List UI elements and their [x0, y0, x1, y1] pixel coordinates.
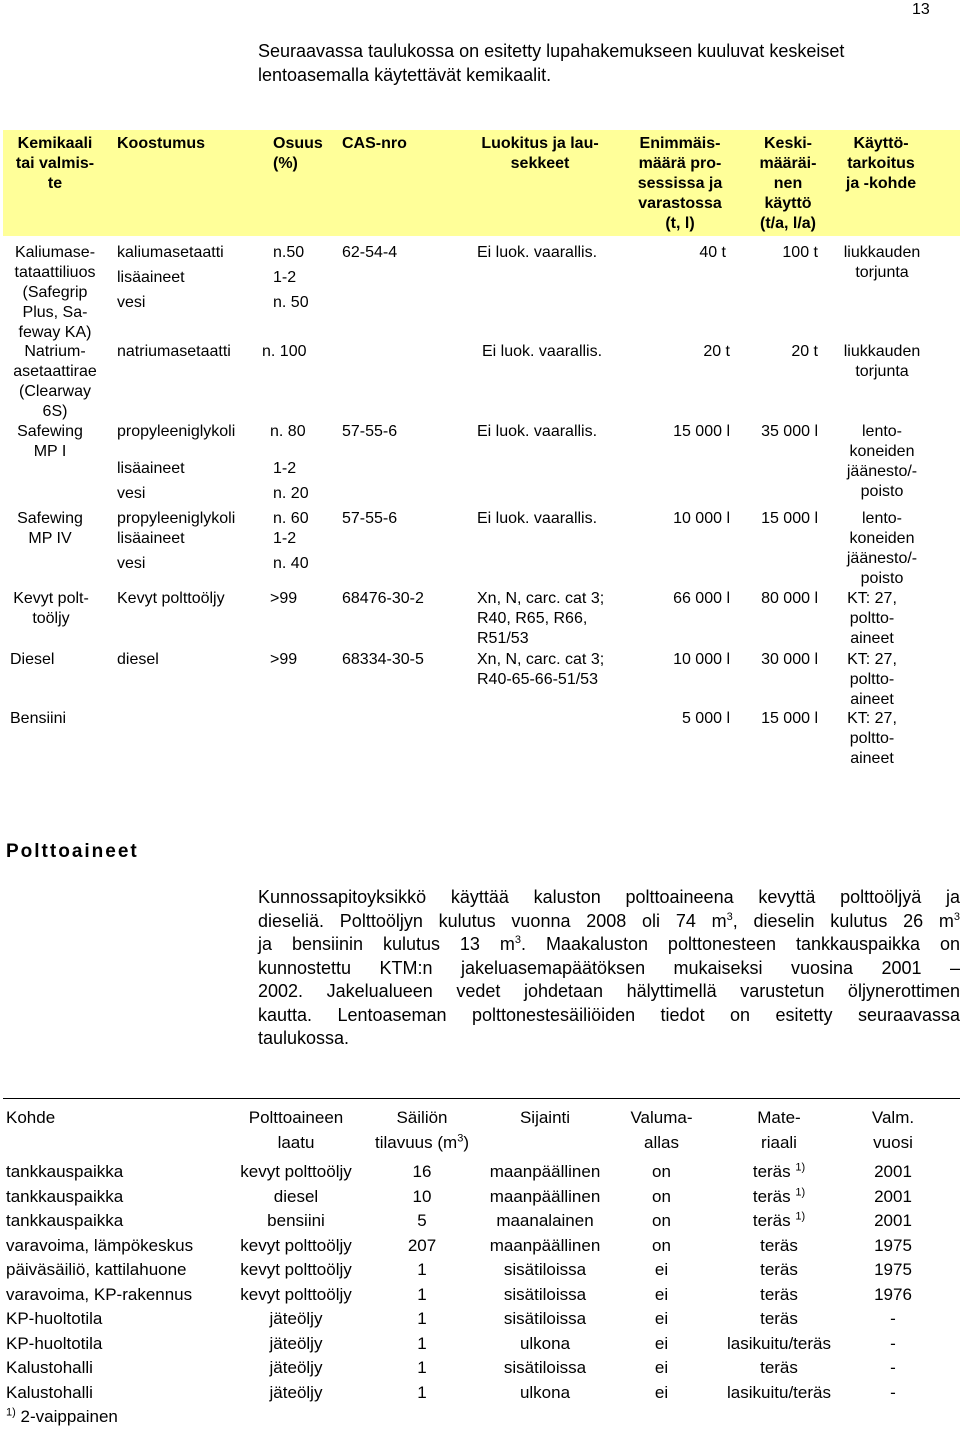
- footnote-mark: 1): [6, 1406, 16, 1419]
- use-cell: lento- koneiden jäänesto/- poisto: [846, 423, 918, 500]
- intro-paragraph: Seuraavassa taulukossa on esitetty lupahakemukseen kuuluvat keskeiset lentoasemalla käytettävät kemikaalit.: [258, 41, 845, 85]
- vuosi-cell: -: [890, 1333, 896, 1353]
- luokitus-cell: Ei luok. vaarallis.: [482, 343, 603, 360]
- comp-cell: vesi: [117, 485, 146, 502]
- valuma-cell: on: [652, 1211, 671, 1230]
- sijainti-cell: sisätiloissa: [503, 1284, 587, 1304]
- use-cell: KT: 27, poltto- aineet: [847, 590, 897, 647]
- use-cell: KT: 27, poltto- aineet: [847, 651, 897, 708]
- row-safewing-mp1-name: Safewing MP I: [17, 423, 83, 460]
- kohde-cell: päiväsäiliö, kattilahuone: [6, 1260, 187, 1279]
- tilavuus-cell: 5: [417, 1211, 427, 1230]
- laatu-cell: kevyt polttoöljy: [240, 1235, 352, 1255]
- sijainti-cell: maanalainen: [496, 1211, 594, 1230]
- comp-cell: kaliumasetaatti: [117, 244, 224, 261]
- vuosi-cell: 1975: [874, 1235, 912, 1255]
- vuosi-cell: -: [890, 1309, 896, 1328]
- max-cell: 66 000 l: [673, 590, 730, 607]
- osuus-cell: n.50: [273, 244, 305, 261]
- max-cell: 40 t: [699, 244, 726, 261]
- row-diesel-name: Diesel: [10, 651, 55, 668]
- kohde-cell: tankkauspaikka: [6, 1186, 124, 1206]
- comp-cell: lisäaineet: [117, 460, 185, 477]
- osuus-cell: n. 60: [273, 510, 309, 527]
- footnote-ref: 1): [795, 1210, 806, 1223]
- fuel-paragraph: [258, 886, 960, 1051]
- laatu-cell: jäteöljy: [269, 1333, 323, 1353]
- luokitus-cell: Xn, N, carc. cat 3; R40, R65, R66, R51/53: [477, 590, 605, 647]
- osuus-cell: 1-2: [273, 460, 297, 477]
- laatu-cell: jäteöljy: [269, 1358, 323, 1377]
- sijainti-cell: maanpäällinen: [489, 1186, 601, 1206]
- materiaali-cell: teräs: [760, 1358, 798, 1377]
- kohde-cell: Kalustohalli: [6, 1358, 93, 1377]
- materiaali-cell: teräs $^{1)}$: [752, 1210, 806, 1230]
- use-cell: KT: 27, poltto- aineet: [847, 710, 897, 767]
- cas-cell: 57-55-6: [342, 510, 398, 527]
- row-kevyt-polttooljy-name: Kevyt polt- toöljy: [13, 590, 89, 627]
- paragraph-line: Kunnossapitoyksikkö käyttää kaluston polttoaineena kevyttä polttoöljyä ja: [258, 887, 960, 907]
- kohde-cell: tankkauspaikka: [6, 1211, 124, 1230]
- header-keski: Keski- määräi- nen käyttö (t/a, l/a): [759, 135, 817, 232]
- header-valm: Valm. vuosi: [871, 1108, 915, 1152]
- header-kohde: Kohde: [6, 1108, 56, 1127]
- header-osuus: Osuus (%): [273, 135, 323, 172]
- tilavuus-cell: 207: [407, 1235, 437, 1255]
- osuus-cell: n. 80: [270, 423, 306, 440]
- luokitus-cell: Ei luok. vaarallis.: [477, 423, 598, 440]
- tilavuus-cell: 1: [417, 1333, 427, 1353]
- materiaali-cell: teräs: [760, 1235, 798, 1255]
- tilavuus-cell: 1: [417, 1382, 427, 1402]
- avg-cell: 20 t: [791, 343, 818, 360]
- cas-cell: 62-54-4: [342, 244, 398, 261]
- avg-cell: 35 000 l: [761, 423, 818, 440]
- materiaali-cell: teräs $^{1)}$: [752, 1161, 806, 1181]
- valuma-cell: ei: [654, 1260, 669, 1279]
- header-cas: CAS-nro: [342, 135, 407, 152]
- kohde-cell: KP-huoltotila: [6, 1333, 103, 1353]
- kohde-cell: tankkauspaikka: [6, 1162, 124, 1181]
- valuma-cell: ei: [654, 1333, 669, 1353]
- materiaali-cell: teräs: [760, 1260, 798, 1279]
- vuosi-cell: 2001: [874, 1162, 912, 1181]
- osuus-cell: >99: [270, 651, 298, 668]
- tilavuus-cell: 16: [412, 1162, 432, 1181]
- paragraph-line: ja bensiinin kulutus 13 $m^3$. Maakaluston polttonesteen tankkauspaikka on: [258, 934, 960, 954]
- sijainti-cell: ulkona: [519, 1333, 571, 1353]
- row-bensiini-name: Bensiini: [10, 710, 67, 727]
- max-cell: 10 000 l: [673, 651, 730, 668]
- valuma-cell: ei: [654, 1358, 669, 1377]
- luokitus-cell: Ei luok. vaarallis.: [477, 244, 598, 261]
- row-natriumasetaatti-name: Natrium- asetaattirae (Clearway 6S): [13, 343, 97, 420]
- materiaali-cell: teräs $^{1)}$: [752, 1185, 806, 1206]
- sijainti-cell: maanpäällinen: [489, 1162, 601, 1181]
- valuma-cell: ei: [654, 1284, 669, 1304]
- use-cell: liukkauden torjunta: [843, 244, 921, 281]
- valuma-cell: ei: [654, 1382, 669, 1402]
- vuosi-cell: 1976: [874, 1284, 912, 1304]
- laatu-cell: bensiini: [267, 1211, 325, 1230]
- comp-cell: diesel: [117, 651, 159, 668]
- cas-cell: 57-55-6: [342, 423, 398, 440]
- paragraph-line: kunnostettu KTM:n jakeluasemapäätöksen mukaiseksi vuosina 2001 –: [258, 957, 960, 978]
- tilavuus-cell: 1: [417, 1309, 427, 1328]
- sijainti-cell: sisätiloissa: [503, 1260, 587, 1279]
- kohde-cell: KP-huoltotila: [6, 1309, 103, 1328]
- comp-cell: propyleeniglykoli: [117, 423, 236, 440]
- header-valuma: Valuma- allas: [630, 1108, 693, 1152]
- vuosi-cell: -: [890, 1382, 896, 1402]
- osuus-cell: 1-2: [273, 530, 297, 547]
- sijainti-cell: sisätiloissa: [503, 1358, 587, 1377]
- footnote-text: 2-vaippainen: [20, 1407, 118, 1426]
- vuosi-cell: -: [890, 1358, 896, 1377]
- use-cell: liukkauden torjunta: [843, 343, 921, 380]
- osuus-cell: 1-2: [273, 269, 297, 286]
- avg-cell: 15 000 l: [761, 710, 818, 727]
- paragraph-line: kautta. Lentoaseman polttonestesäiliöiden tiedot on esitetty seuraavassa: [258, 1004, 960, 1025]
- sijainti-cell: ulkona: [519, 1382, 571, 1402]
- use-cell: lento- koneiden jäänesto/- poisto: [846, 510, 918, 587]
- materiaali-cell: teräs: [760, 1309, 798, 1328]
- paragraph-line: 2002. Jakelualueen vedet johdetaan hälyttimellä varustetun öljynerottimen: [258, 981, 960, 1001]
- footnote-ref: 1): [795, 1161, 806, 1174]
- header-luokitus: Luokitus ja lau- sekkeet: [481, 135, 599, 172]
- paragraph-line: dieseliä. Polttoöljyn kulutus vuonna 2008 oli 74 $m^3$, dieselin kulutus 26 $m^3$: [258, 910, 960, 931]
- avg-cell: 80 000 l: [761, 590, 818, 607]
- header-materiaali: Mate- riaali: [757, 1108, 801, 1152]
- table-top-rule: [3, 1098, 960, 1099]
- vuosi-cell: 2001: [874, 1186, 912, 1206]
- tilavuus-cell: 1: [417, 1358, 427, 1377]
- header-kaytto: Käyttö- tarkoitus ja -kohde: [845, 135, 917, 192]
- materiaali-cell: lasikuitu/teräs: [727, 1333, 831, 1353]
- cas-cell: 68476-30-2: [342, 590, 424, 607]
- max-cell: 15 000 l: [673, 423, 730, 440]
- row-kaliumasetaatti-name: Kaliumase- tataattiliuos (Safegrip Plus, Sa- feway KA): [14, 244, 96, 341]
- avg-cell: 15 000 l: [761, 510, 818, 527]
- kohde-cell: Kalustohalli: [6, 1382, 93, 1402]
- osuus-cell: n. 50: [273, 294, 309, 311]
- sijainti-cell: sisätiloissa: [503, 1309, 587, 1328]
- luokitus-cell: Ei luok. vaarallis.: [477, 510, 598, 527]
- tilavuus-cell: 10: [412, 1186, 432, 1206]
- valuma-cell: on: [652, 1162, 671, 1181]
- max-cell: 10 000 l: [673, 510, 730, 527]
- tilavuus-cell: 1: [417, 1284, 427, 1304]
- comp-cell: lisäaineet: [117, 269, 185, 286]
- footnote-ref: 1): [795, 1185, 806, 1198]
- materiaali-cell: teräs: [760, 1284, 798, 1304]
- osuus-cell: n. 100: [262, 343, 307, 360]
- valuma-cell: ei: [654, 1309, 669, 1328]
- valuma-cell: on: [652, 1186, 671, 1206]
- header-enimmais: Enimmäis- määrä pro- sessissa ja varastossa (t, l): [637, 135, 723, 232]
- footnote: [6, 1405, 118, 1430]
- sijainti-cell: maanpäällinen: [489, 1235, 601, 1255]
- avg-cell: 100 t: [782, 244, 818, 261]
- comp-cell: lisäaineet: [117, 530, 185, 547]
- max-cell: 5 000 l: [681, 710, 730, 727]
- page-number: 13: [912, 1, 930, 18]
- laatu-cell: diesel: [273, 1186, 319, 1206]
- osuus-cell: n. 20: [273, 485, 309, 502]
- section-title: Polttoaineet: [6, 841, 139, 862]
- avg-cell: 30 000 l: [761, 651, 818, 668]
- laatu-cell: kevyt polttoöljy: [240, 1162, 352, 1181]
- header-koostumus: Koostumus: [117, 135, 205, 152]
- kohde-cell: varavoima, KP-rakennus: [6, 1284, 193, 1304]
- laatu-cell: jäteöljy: [269, 1382, 323, 1402]
- laatu-cell: kevyt polttoöljy: [240, 1284, 352, 1304]
- tilavuus-cell: 1: [417, 1260, 427, 1279]
- header-sailio: Säiliön tilavuus $(m^3)$: [375, 1108, 469, 1152]
- osuus-cell: >99: [270, 590, 298, 607]
- kohde-cell: varavoima, lämpökeskus: [6, 1235, 194, 1255]
- vuosi-cell: 1975: [874, 1260, 912, 1279]
- header-laatu: Polttoaineen laatu: [248, 1108, 344, 1152]
- comp-cell: Kevyt polttoöljy: [117, 590, 225, 607]
- comp-cell: vesi: [117, 294, 146, 311]
- materiaali-cell: lasikuitu/teräs: [727, 1382, 831, 1402]
- paragraph-line: taulukossa.: [258, 1028, 350, 1048]
- comp-cell: propyleeniglykoli: [117, 510, 236, 527]
- laatu-cell: jäteöljy: [269, 1309, 323, 1328]
- max-cell: 20 t: [703, 343, 730, 360]
- valuma-cell: on: [652, 1235, 671, 1255]
- header-sijainti: Sijainti: [519, 1108, 571, 1127]
- cas-cell: 68334-30-5: [342, 651, 424, 668]
- vuosi-cell: 2001: [874, 1211, 912, 1230]
- osuus-cell: n. 40: [273, 555, 309, 572]
- laatu-cell: kevyt polttoöljy: [240, 1260, 352, 1279]
- comp-cell: vesi: [117, 555, 146, 572]
- luokitus-cell: Xn, N, carc. cat 3; R40-65-66-51/53: [477, 651, 605, 688]
- header-kemikaali: Kemikaali tai valmis- te: [15, 135, 95, 192]
- comp-cell: natriumasetaatti: [117, 343, 231, 360]
- row-safewing-mp4-name: Safewing MP IV: [17, 510, 83, 547]
